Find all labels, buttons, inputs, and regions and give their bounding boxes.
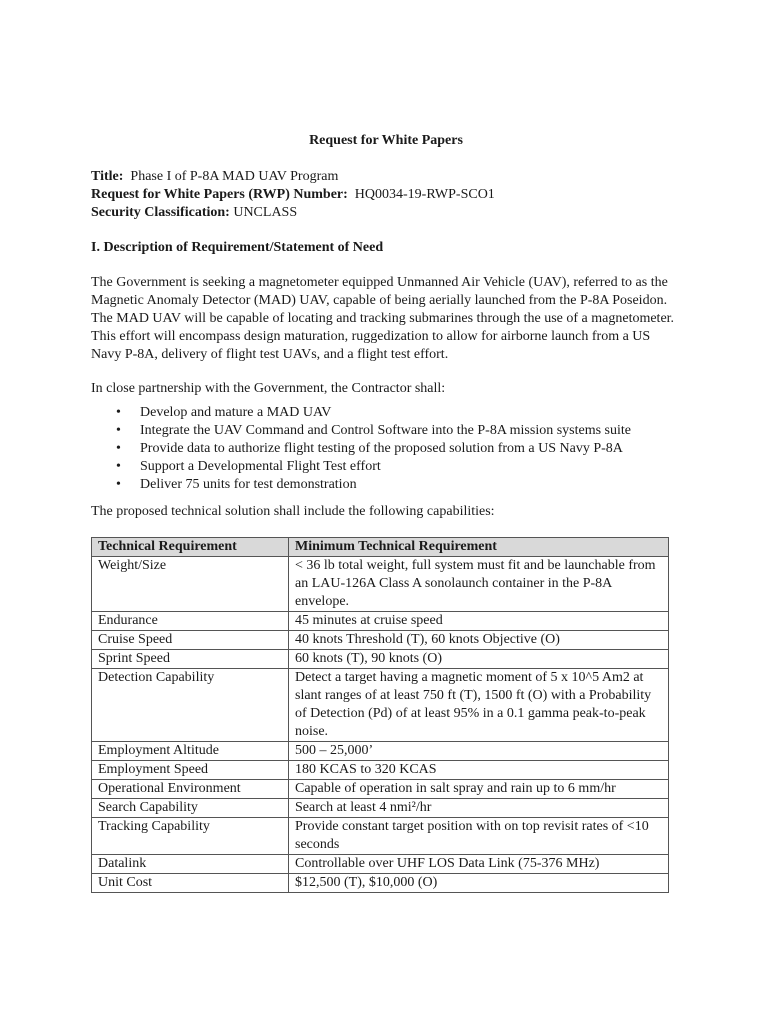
list-item [91, 458, 631, 476]
partnership-paragraph: In close partnership with the Government, the Contractor shall: [91, 381, 446, 396]
section-heading: I. Description of Requirement/Statement of Need [91, 240, 384, 255]
requirement-name: Unit Cost [92, 874, 289, 893]
requirements-table [91, 537, 669, 893]
requirement-value: Search at least 4 nmi²/hr [289, 799, 669, 818]
bullet-icon: • [116, 405, 121, 420]
security-classification-line [91, 205, 297, 221]
table-row [92, 818, 669, 855]
rwp-number-label: Request for White Papers (RWP) Number: [91, 187, 348, 202]
requirement-value: Capable of operation in salt spray and rain up to 6 mm/hr [289, 780, 669, 799]
table-row [92, 742, 669, 761]
table-row [92, 780, 669, 799]
list-item-text: Deliver 75 units for test demonstration [140, 477, 357, 492]
requirement-value: 45 minutes at cruise speed [289, 612, 669, 631]
title-value: Phase I of P-8A MAD UAV Program [130, 169, 339, 184]
table-row [92, 557, 669, 612]
title-line [91, 169, 338, 185]
requirement-name: Sprint Speed [92, 650, 289, 669]
contractor-tasks-list [91, 404, 631, 494]
list-item-text: Provide data to authorize flight testing of the proposed solution from a US Navy P-8A [140, 441, 623, 456]
requirement-value: 60 knots (T), 90 knots (O) [289, 650, 669, 669]
requirement-name: Datalink [92, 855, 289, 874]
requirement-value: Controllable over UHF LOS Data Link (75-376 MHz) [289, 855, 669, 874]
list-item-text: Support a Developmental Flight Test effort [140, 459, 381, 474]
list-item-text: Integrate the UAV Command and Control Software into the P-8A mission systems suite [140, 423, 631, 438]
table-row [92, 855, 669, 874]
security-classification-label: Security Classification: [91, 205, 230, 220]
list-item [91, 422, 631, 440]
table-row [92, 631, 669, 650]
column-header-technical-requirement: Technical Requirement [92, 538, 289, 557]
requirement-name: Cruise Speed [92, 631, 289, 650]
capabilities-intro: The proposed technical solution shall include the following capabilities: [91, 504, 495, 519]
list-item [91, 476, 631, 494]
requirement-name: Employment Speed [92, 761, 289, 780]
requirement-value: 500 – 25,000’ [289, 742, 669, 761]
column-header-minimum-requirement: Minimum Technical Requirement [289, 538, 669, 557]
requirement-name: Tracking Capability [92, 818, 289, 855]
bullet-icon: • [116, 441, 121, 456]
requirement-name: Endurance [92, 612, 289, 631]
table-row [92, 799, 669, 818]
requirement-value: Detect a target having a magnetic moment of 5 x 10^5 Am2 at slant ranges of at least 750 ft (T), 1500 ft (O) with a Probability of Detection (Pd) of at least 95% in a 0.1 gamma peak-to-peak noise. [289, 669, 669, 742]
bullet-icon: • [116, 477, 121, 492]
list-item [91, 404, 631, 422]
requirement-value: $12,500 (T), $10,000 (O) [289, 874, 669, 893]
table-row [92, 612, 669, 631]
bullet-icon: • [116, 423, 121, 438]
table-header-row [92, 538, 669, 557]
description-paragraph: The Government is seeking a magnetometer equipped Unmanned Air Vehicle (UAV), referred to as the Magnetic Anomaly Detector (MAD) UAV, capable of being aerially launched from the P-8A Poseidon. The MAD UAV will be capable of locating and tracking submarines through the use of a magnetometer. This effort will encompass design maturation, ruggedization to allow for airborne launch from a US Navy P-8A, delivery of flight test UAVs, and a flight test effort. [91, 275, 675, 362]
table-row [92, 669, 669, 742]
list-item-text: Develop and mature a MAD UAV [140, 405, 332, 420]
table-row [92, 874, 669, 893]
bullet-icon: • [116, 459, 121, 474]
table-row [92, 650, 669, 669]
requirement-name: Weight/Size [92, 557, 289, 612]
security-classification-value: UNCLASS [233, 205, 298, 220]
rwp-number-value: HQ0034-19-RWP-SCO1 [354, 187, 495, 202]
requirement-value: < 36 lb total weight, full system must fit and be launchable from an LAU-126A Class A sonolaunch container in the P-8A envelope. [289, 557, 669, 612]
rwp-number-line [91, 187, 495, 203]
list-item [91, 440, 631, 458]
requirement-name: Operational Environment [92, 780, 289, 799]
requirement-value: Provide constant target position with on top revisit rates of <10 seconds [289, 818, 669, 855]
requirement-name: Detection Capability [92, 669, 289, 742]
title-label: Title: [91, 169, 124, 184]
requirement-value: 40 knots Threshold (T), 60 knots Objective (O) [289, 631, 669, 650]
document-heading: Request for White Papers [309, 133, 463, 148]
requirement-name: Employment Altitude [92, 742, 289, 761]
table-row [92, 761, 669, 780]
requirement-value: 180 KCAS to 320 KCAS [289, 761, 669, 780]
requirement-name: Search Capability [92, 799, 289, 818]
